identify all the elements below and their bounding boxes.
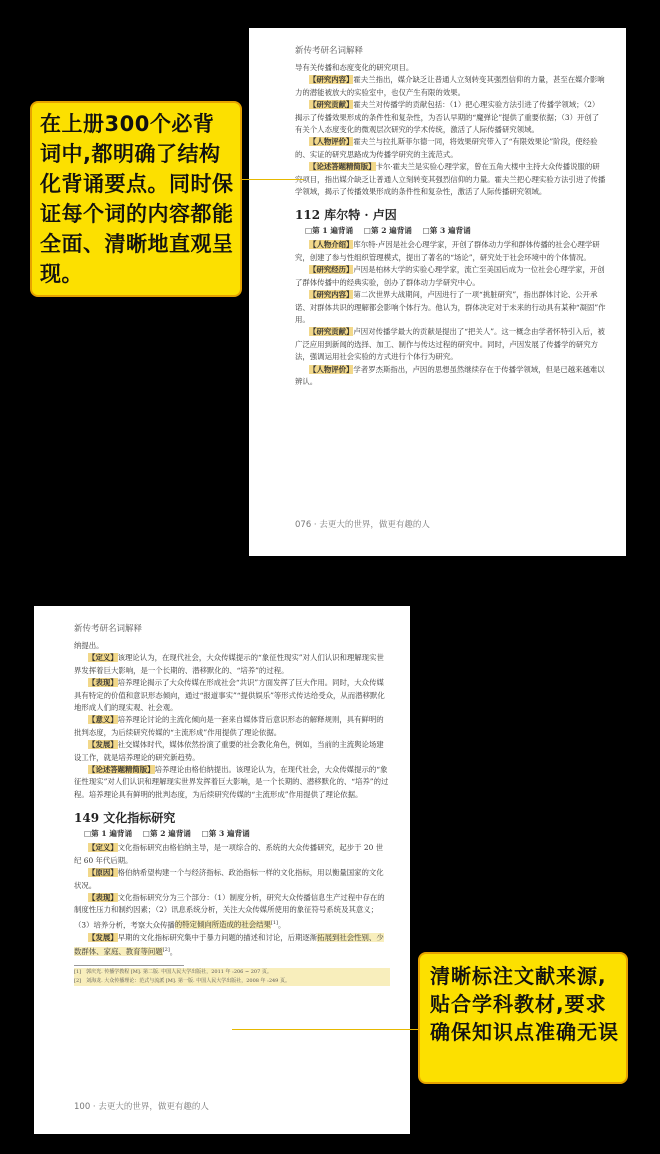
review-checkboxes: [84, 828, 390, 839]
section-tag: 【表现】: [88, 892, 118, 902]
paragraph: [295, 161, 606, 198]
paragraph-text: 库尔特·卢因是社会心理学家，开创了群体动力学和群体传播的社会心理学研究，创建了参与性组织管理模式，提出了著名的“场论”，研究处于社会环境中的个体情况。: [295, 240, 600, 262]
paragraph: [74, 764, 390, 801]
section-tag: 【人物介绍】: [309, 240, 354, 250]
footnote-1: [1] 郭庆光. 传播学教程 [M]. 第二版. 中国人民大学出版社，2011 年 :206 ~ 207 页。: [74, 968, 272, 975]
paragraph-text: 导有关传播和态度变化的研究项目。: [295, 63, 414, 72]
paragraph-develop: [74, 932, 390, 959]
paragraph-text: 第二次世界大战期间，卢因进行了一项“挑脏研究”，指出群体讨论、公开承诺、对群体共识的理解都会影响个体行为。他认为，群体决定对于未来的行动具有某种“凝固”作用。: [295, 290, 606, 324]
running-head: 新传考研名词解释: [74, 624, 143, 634]
section-tag: 【研究内容】: [309, 75, 354, 85]
paragraph-text: 霍夫兰指出，媒介缺乏让普通人立刻转变其强烈信仰的力量，甚至在媒介影响力的潜能被放大的实验室中，也仅产生有限的效果。: [295, 75, 605, 97]
highlighted-text: 的特定倾向所造成的社会结果: [174, 920, 271, 930]
section-tag: 【定义】: [88, 843, 118, 853]
paragraph-text: 社交媒体时代，媒体依然扮演了重要的社会教化角色，例如，当前的主流舆论场建设工作，就是培养理论的研究新趋势。: [74, 740, 384, 762]
top-paragraphs: [295, 62, 606, 198]
section-tag: 【表现】: [88, 678, 118, 688]
paragraph-text: 文化指标研究由格伯纳主导，是一项综合的、系统的大众传播研究，起步于 20 世纪 60 年代后期。: [74, 843, 384, 865]
callout-bottom: 清晰标注文献来源,贴合学科教材,要求确保知识点准确无误: [418, 952, 628, 1084]
section-tag: 【人物评价】: [309, 364, 354, 374]
section-tag: 【发展】: [88, 932, 118, 942]
paragraph-components: [74, 892, 390, 932]
review-checkboxes: [305, 225, 606, 236]
paragraph: [295, 99, 606, 136]
paragraph: [74, 652, 390, 677]
paragraph-text: 培养理论由格伯纳提出。该理论认为，在现代社会，大众传媒提示的“象征性现实”对人们认识和理解现实世界发挥着巨大影响，是一个长期的、潜移默化的、“培养”的过程。培养理论具有鲜明的批判态度，为后续研究传媒的“主流形成”作用提供了理论依据。: [74, 765, 389, 799]
paragraph-text: 该理论认为，在现代社会，大众传媒提示的“象征性现实”对人们认识和理解现实世界发挥着巨大影响，是一个长期的、潜移默化的、“培养”的过程。: [74, 653, 384, 675]
paragraph: [295, 62, 606, 74]
paragraph-text: 培养理论讨论的主流化倾向是一套来自媒体背后意识形态的解释规则，具有鲜明的批判态度，为后续研究传媒的“主流形成”作用提供了理论依据。: [74, 715, 384, 737]
section-tag: 【定义】: [88, 653, 118, 663]
check-third-review[interactable]: □第 3 遍背诵: [422, 226, 471, 236]
highlighted-text: 拓展到社会性别、少数群体、家庭、教育等问题: [74, 932, 384, 957]
section-tag: 【研究内容】: [309, 290, 354, 300]
paragraph: [74, 739, 390, 764]
paragraph: [74, 677, 390, 714]
section-tag: 【意义】: [88, 715, 118, 725]
paragraph-text: 卡尔·霍夫兰是实验心理学家，曾在五角大楼中主持大众传播说服的研究项目，指出媒介缺乏让普通人立刻转变其强烈信仰的力量。霍夫兰把心理实验方法引进了传播学领域，揭示了传播效果形成的条件性和复杂性，激活了人际传播研究领域。: [295, 162, 606, 197]
section-tag: 【原因】: [88, 868, 118, 878]
paragraph-end: 。: [277, 920, 286, 930]
paragraph: [295, 364, 606, 389]
section-tag: 【论述答题精简版】: [88, 765, 155, 775]
section-tag: 【论述答题精简版】: [309, 162, 376, 172]
entry-title: 149 文化指标研究: [74, 811, 176, 826]
paragraph-text: 文化指标研究分为三个部分：（1）制度分析，研究大众传播信息生产过程中存在的制度性压力和制约因素；（2）讯息系统分析，关注大众传媒所使用的象征符号系统及其意义；（3）培养分析，考察大众传播: [74, 892, 385, 930]
check-second-review[interactable]: □第 2 遍背诵: [363, 226, 412, 236]
footnote-2: [2] 刘海龙. 大众传播理论：范式与流派 [M]. 第一版. 中国人民大学出版社，2008 年 :249 页。: [74, 977, 290, 984]
paragraph: [74, 714, 390, 739]
paragraph-text: 学者罗杰斯指出，卢因的思想虽然继续存在于传播学领域，但是已越来越难以辨认。: [295, 364, 605, 386]
paragraph-text: 卢因是柏林大学的实验心理学家，流亡至美国后成为一位社会心理学家，开创了群体传播中的经典实验，创办了群体动力学研究中心。: [295, 265, 605, 287]
paragraph-text: 早期的文化指标研究集中于暴力问题的描述和讨论，后期逐渐: [117, 932, 318, 942]
paragraph-text: 格伯纳希望构建一个与经济指标、政治指标一样的文化指标，用以衡量国家的文化状况。: [74, 868, 384, 890]
entry-title: 112 库尔特 · 卢因: [295, 208, 397, 223]
paragraph: [74, 842, 390, 867]
entry-paragraphs: [74, 842, 390, 892]
paragraph: [295, 264, 606, 289]
callout-connector-bottom: [232, 1029, 418, 1030]
running-head: 新传考研名词解释: [295, 46, 364, 56]
callout-connector-top: [242, 179, 304, 180]
book-page-top: [249, 28, 626, 556]
book-page-bottom: [34, 606, 410, 1134]
check-third-review[interactable]: □第 3 遍背诵: [201, 829, 250, 839]
top-paragraphs: [74, 640, 390, 801]
page-folio: 100 · 去更大的世界，做更有趣的人: [74, 1102, 209, 1112]
section-tag: 【研究贡献】: [309, 100, 354, 110]
footnote-divider: [74, 965, 184, 966]
paragraph: [295, 136, 606, 161]
paragraph: [295, 239, 606, 264]
paragraph: [295, 326, 606, 363]
paragraph-text: 霍夫兰与拉扎斯菲尔德一同，将效果研究带入了“有限效果论”阶段，使经验的、实证的研究思路成为传播学研究的主流范式。: [295, 137, 598, 159]
paragraph: [74, 640, 390, 652]
section-tag: 【人物评价】: [309, 137, 354, 147]
paragraph-text: 培养理论揭示了大众传媒在形成社会“共识”方面发挥了巨大作用。同时，大众传媒具有特定的价值和意识形态倾向，通过“报道事实”“提供娱乐”等形式传达给受众，从而潜移默化地形成人们的现实观、社会观。: [74, 678, 385, 713]
paragraph-text: 纳提出。: [74, 641, 104, 650]
check-first-review[interactable]: □第 1 遍背诵: [305, 226, 354, 236]
paragraph: [295, 289, 606, 326]
paragraph: [74, 867, 390, 892]
page-folio: 076 · 去更大的世界，做更有趣的人: [295, 520, 430, 530]
entry-paragraphs: [295, 239, 606, 388]
callout-top: 在上册300个必背词中,都明确了结构化背诵要点。同时保证每个词的内容都能全面、清晰地直观呈现。: [30, 101, 242, 297]
section-tag: 【发展】: [88, 740, 118, 750]
footnote-ref[interactable]: [1]: [270, 919, 278, 926]
section-tag: 【研究贡献】: [309, 327, 354, 337]
footnotes: [74, 968, 390, 986]
footnote-ref[interactable]: [2]: [162, 947, 170, 953]
paragraph-end: 。: [169, 947, 178, 957]
check-second-review[interactable]: □第 2 遍背诵: [142, 829, 191, 839]
paragraph-text: 霍夫兰对传播学的贡献包括：（1）把心理实验方法引进了传播学领域；（2）揭示了传播效果形成的条件性和复杂性，为否认早期的“魔弹论”提供了重要依据；（3）开创了有关个人态度变化的微观层次研究的学术传统，激活了人际传播研究领域。: [295, 100, 600, 135]
section-tag: 【研究经历】: [309, 265, 354, 275]
paragraph-text: 卢因对传播学最大的贡献是提出了“把关人”。这一概念由学者怀特引入后，被广泛应用到新闻的选择、加工、制作与传达过程的研究中。同时，卢因发展了传播学的研究方法，强调运用社会实验的方式进行个体行为研究。: [295, 327, 605, 362]
check-first-review[interactable]: □第 1 遍背诵: [84, 829, 133, 839]
paragraph: [295, 74, 606, 99]
